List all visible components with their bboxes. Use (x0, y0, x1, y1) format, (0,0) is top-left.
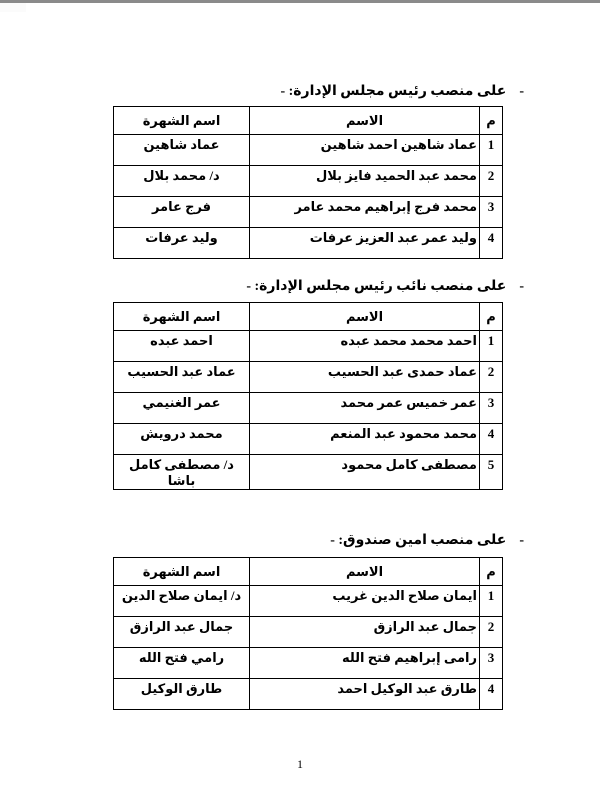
list-dash-bullet: - (519, 84, 524, 99)
table-row (114, 617, 503, 648)
candidate-name: وليد عمر عبد العزيز عرفات (250, 228, 480, 259)
row-number: 2 (480, 617, 503, 648)
row-number: 3 (480, 197, 503, 228)
row-number: 4 (480, 679, 503, 710)
candidate-nickname: د/ ايمان صلاح الدين (114, 586, 250, 617)
candidate-name: عمر خميس عمر محمد (250, 393, 480, 424)
scan-artifact-corner (0, 3, 26, 12)
candidate-nickname: طارق الوكيل (114, 679, 250, 710)
vice-chairman-candidates-table (113, 302, 503, 490)
table-row (114, 393, 503, 424)
candidate-name: محمد عبد الحميد فايز بلال (250, 166, 480, 197)
candidate-nickname: عماد شاهين (114, 135, 250, 166)
page-number: 1 (297, 757, 303, 771)
treasurer-candidates-table (113, 557, 503, 710)
candidate-name: محمد محمود عبد المنعم (250, 424, 480, 455)
candidate-name: جمال عبد الرازق (250, 617, 480, 648)
candidate-nickname: جمال عبد الرازق (114, 617, 250, 648)
row-number: 2 (480, 166, 503, 197)
table-row (114, 455, 503, 490)
chairman-candidates-table (113, 106, 503, 259)
column-header-num: م (480, 107, 503, 135)
column-header-name: الاسم (250, 558, 480, 586)
candidate-nickname: فرج عامر (114, 197, 250, 228)
table-row (114, 135, 503, 166)
candidate-name: محمد فرج إبراهيم محمد عامر (250, 197, 480, 228)
column-header-nickname: اسم الشهرة (114, 107, 250, 135)
row-number: 1 (480, 331, 503, 362)
list-dash-bullet: - (519, 533, 524, 548)
section-heading-treasurer (330, 533, 524, 549)
table-header-row (114, 558, 503, 586)
column-header-nickname: اسم الشهرة (114, 303, 250, 331)
row-number: 5 (480, 455, 503, 490)
section-heading-vice-chairman (246, 279, 524, 295)
table-row (114, 331, 503, 362)
candidate-nickname: وليد عرفات (114, 228, 250, 259)
candidate-nickname: عماد عبد الحسيب (114, 362, 250, 393)
table-row (114, 424, 503, 455)
table-row (114, 166, 503, 197)
table-header-row (114, 303, 503, 331)
candidate-nickname: د/ محمد بلال (114, 166, 250, 197)
heading-text: على منصب رئيس مجلس الإدارة: - (280, 84, 507, 99)
heading-text: على منصب امين صندوق: - (330, 533, 507, 548)
candidate-nickname: احمد عبده (114, 331, 250, 362)
column-header-name: الاسم (250, 303, 480, 331)
row-number: 1 (480, 135, 503, 166)
row-number: 2 (480, 362, 503, 393)
list-dash-bullet: - (519, 279, 524, 294)
section-heading-chairman (280, 84, 524, 100)
table-row (114, 648, 503, 679)
heading-text: على منصب نائب رئيس مجلس الإدارة: - (246, 279, 507, 294)
candidate-nickname: محمد درويش (114, 424, 250, 455)
table-row (114, 362, 503, 393)
candidate-name: مصطفى كامل محمود (250, 455, 480, 490)
candidate-name: احمد محمد محمد عبده (250, 331, 480, 362)
candidate-nickname: عمر الغنيمي (114, 393, 250, 424)
row-number: 1 (480, 586, 503, 617)
candidate-name: ايمان صلاح الدين غريب (250, 586, 480, 617)
table-header-row (114, 107, 503, 135)
table-row (114, 228, 503, 259)
candidate-name: عماد حمدى عبد الحسيب (250, 362, 480, 393)
row-number: 3 (480, 393, 503, 424)
column-header-nickname: اسم الشهرة (114, 558, 250, 586)
column-header-name: الاسم (250, 107, 480, 135)
column-header-num: م (480, 558, 503, 586)
row-number: 4 (480, 424, 503, 455)
candidate-nickname: رامي فتح الله (114, 648, 250, 679)
row-number: 3 (480, 648, 503, 679)
column-header-num: م (480, 303, 503, 331)
candidate-name: عماد شاهين احمد شاهين (250, 135, 480, 166)
scan-artifact-line (0, 0, 600, 3)
table-row (114, 197, 503, 228)
candidate-name: طارق عبد الوكيل احمد (250, 679, 480, 710)
row-number: 4 (480, 228, 503, 259)
candidate-nickname: د/ مصطفى كامل باشا (114, 455, 250, 490)
table-row (114, 679, 503, 710)
table-row (114, 586, 503, 617)
candidate-name: رامى إبراهيم فتح الله (250, 648, 480, 679)
